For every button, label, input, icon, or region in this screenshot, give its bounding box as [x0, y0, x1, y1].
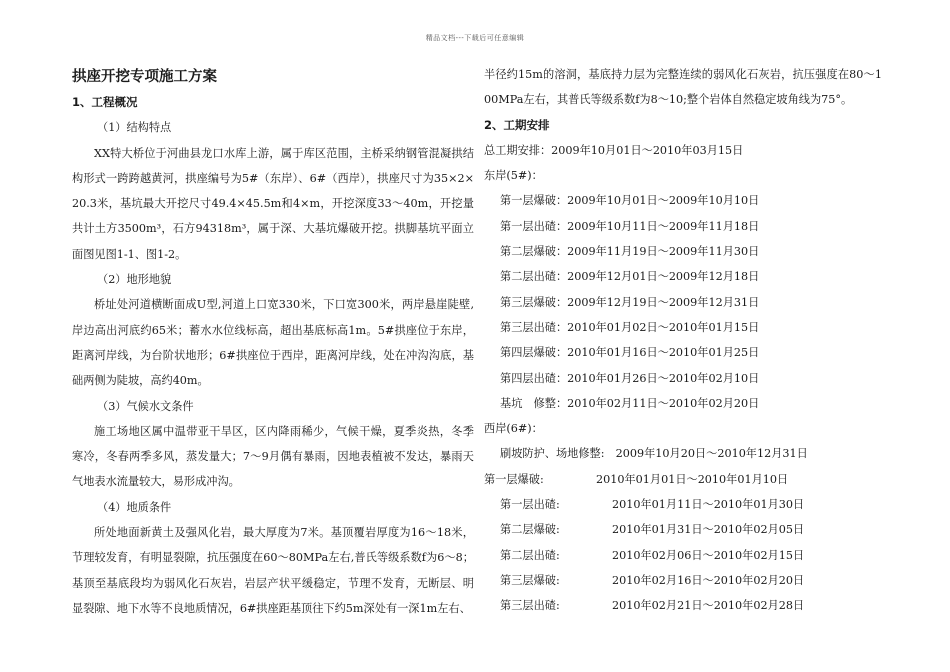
schedule-item-label: 第一层爆破:	[484, 472, 544, 486]
total-schedule: 总工期安排：2009年10月01日～2010年03月15日	[484, 143, 744, 157]
west-schedule-item	[484, 467, 882, 492]
schedule-item-value: 2010年01月11日～2010年01月30日	[612, 498, 805, 512]
west-schedule-item	[484, 593, 882, 618]
schedule-item-value: 2010年02月16日～2010年02月20日	[612, 573, 805, 587]
east-schedule-item: 基坑 修整：2010年02月11日～2010年02月20日	[500, 396, 760, 410]
subheading-terrain: （2）地形地貌	[97, 273, 172, 287]
schedule-item-label: 第二层出碴:	[500, 548, 560, 562]
left-column	[72, 62, 474, 621]
subheading-geology: （4）地质条件	[97, 500, 172, 514]
section-heading-schedule: 2、工期安排	[484, 117, 550, 132]
east-schedule-item: 第二层爆破：2009年11月19日～2009年11月30日	[500, 245, 760, 259]
schedule-item-label: 第二层爆破:	[500, 523, 560, 537]
schedule-item-value: 2010年01月31日～2010年02月05日	[612, 523, 805, 537]
document-title: 拱座开挖专项施工方案	[72, 69, 217, 85]
east-schedule-item: 第一层爆破：2009年10月01日～2009年10月10日	[500, 194, 760, 208]
schedule-item-value: 2010年02月06日～2010年02月15日	[612, 548, 805, 562]
east-bank-schedule-list	[484, 188, 882, 416]
page-header-note: 精品文档---下载后可任意编辑	[425, 34, 525, 42]
paragraph-climate: 施工场地区属中温带亚干旱区，区内降雨稀少，气候干燥，夏季炎热，冬季寒冷，冬春两季多风，蒸发量大；7～9月偶有暴雨，因地表植被不发达，暴雨天气地表水流量较大，易形成冲沟。	[72, 424, 474, 489]
west-schedule-item	[484, 543, 882, 568]
schedule-item-label: 第三层爆破:	[500, 573, 560, 587]
paragraph-terrain: 桥址处河道横断面成U型,河道上口宽330米，下口宽300米，两岸悬崖陡壁,岸边高出河底约65米；蓄水水位线标高，超出基底标高1m。5#拱座位于东岸，距离河岸线，为台阶状地形；6#拱座位于西岸，距离河岸线，处在冲沟沟底，基础两侧为陡坡，高约40m。	[72, 298, 474, 388]
west-bank-schedule-list	[484, 492, 882, 618]
paragraph-structure: XX特大桥位于河曲县龙口水库上游，属于库区范围，主桥采纳钢管混凝拱结构形式一跨跨越黄河，拱座编号为5#（东岸）、6#（西岸），拱座尺寸为35×2×20.3米，基坑最大开挖尺寸49.4×45.5m和4×m，开挖深度33～40m，开挖量共计土方3500m³，石方94318m³，属于深、大基坑爆破开挖。拱脚基坑平面立面图见图1-1、图1-2。	[72, 146, 474, 261]
west-bank-label: 西岸(6#)：	[484, 422, 543, 436]
subheading-structure: （1）结构特点	[97, 121, 172, 135]
east-bank-label: 东岸(5#)：	[484, 169, 543, 183]
west-schedule-item	[484, 517, 882, 542]
east-schedule-item: 第四层爆破：2010年01月16日～2010年01月25日	[500, 346, 760, 360]
schedule-item-value: 2010年02月21日～2010年02月28日	[612, 599, 805, 613]
east-schedule-item: 第一层出碴：2009年10月11日～2009年11月18日	[500, 219, 760, 233]
schedule-item-label: 第三层出碴:	[500, 599, 560, 613]
schedule-item-label: 第一层出碴:	[500, 498, 560, 512]
east-schedule-item: 第三层爆破：2009年12月19日～2009年12月31日	[500, 295, 760, 309]
east-schedule-item: 第二层出碴：2009年12月01日～2009年12月18日	[500, 270, 760, 284]
right-column	[484, 62, 882, 619]
paragraph-geology: 所处地面新黄土及强风化岩，最大厚度为7米。基顶覆岩厚度为16～18米，节理较发育，有明显裂隙，抗压强度在60～80MPa左右,普氏等级系数f为6～8；基顶至基底段均为弱风化石灰岩，岩层产状平缓稳定，节理不发育，无断层、明显裂隙、地下水等不良地质情况，6#拱座距基顶往下约5m深处有一深1m左右、	[72, 526, 474, 615]
west-schedule-item	[484, 568, 882, 593]
west-slope-schedule: 刷坡防护、场地修整: 2009年10月20日～2010年12月31日	[500, 447, 808, 461]
section-heading-overview: 1、工程概况	[72, 95, 138, 109]
schedule-item-value: 2010年01月01日～2010年01月10日	[596, 472, 789, 486]
west-schedule-item	[484, 492, 882, 517]
east-schedule-item: 第三层出碴：2010年01月02日～2010年01月15日	[500, 320, 760, 334]
east-schedule-item: 第四层出碴：2010年01月26日～2010年02月10日	[500, 371, 760, 385]
subheading-climate: （3）气候水文条件	[97, 399, 194, 413]
paragraph-geology-continued: 半径约15m的溶洞，基底持力层为完整连续的弱风化石灰岩，抗压强度在80～100MPa左右，其普氏等级系数f为8～10;整个岩体自然稳定坡角线为75°。	[484, 68, 882, 107]
